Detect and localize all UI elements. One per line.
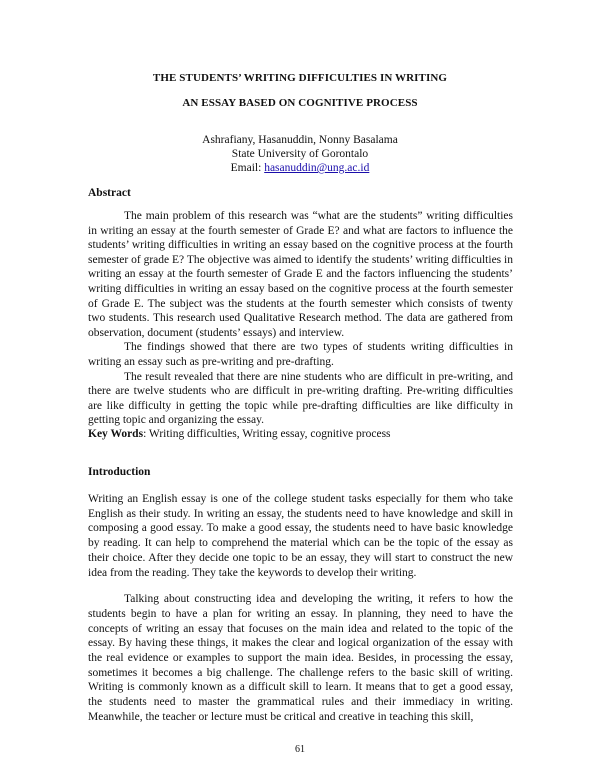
- email-label: Email:: [230, 162, 265, 174]
- introduction-body: [88, 492, 513, 725]
- paper-title-line-1: THE STUDENTS’ WRITING DIFFICULTIES IN WRITING: [152, 72, 448, 84]
- introduction-paragraph: Talking about constructing idea and developing the writing, it refers to how the students begin to have a plan for writing an essay. In planning, they need to have the concepts of writing an essay that focuses on the main idea and related to the topic of the essay. By having these things, it makes the clear and logical organization of the essay with the real evidence or examples to support the main idea. Besides, in processing the essay, sometimes it becomes a big challenge. The challenge refers to the basic skill of writing. Writing is commonly known as a difficult skill to learn. It means that to get a good essay, the students need to master the grammatical rules and their immediacy in writing. Meanwhile, the teacher or lecture must be critical and creative in teaching this skill,: [88, 593, 513, 723]
- author-names: Ashrafiany, Hasanuddin, Nonny Basalama: [202, 134, 398, 146]
- abstract-body: [88, 209, 513, 428]
- paper-title-line-2: AN ESSAY BASED ON COGNITIVE PROCESS: [182, 97, 418, 109]
- author-affiliation: State University of Gorontalo: [231, 148, 369, 160]
- keywords-text: : Writing difficulties, Writing essay, cognitive process: [143, 428, 391, 440]
- introduction-paragraph: Writing an English essay is one of the college student tasks especially for them who take English as their study. In writing an essay, the students need to have knowledge and skill in composing a good essay. To make a good essay, the students need to have basic knowledge by reading. It can help to comprehend the material which can be the topic of the essay as their choice. After they decide one topic to be an essay, they will start to construct the new idea from the reading. They take the keywords to develop their writing.: [88, 493, 513, 579]
- abstract-heading: Abstract: [88, 187, 131, 199]
- keywords-label: Key Words: [88, 428, 144, 440]
- abstract-paragraph: The main problem of this research was “what are the students” writing difficulties in writing an essay at the fourth semester of Grade E? and what are factors to influence the students’ writing difficulties in writing an essay based on the cognitive process at the fourth semester of grade E? The objective was aimed to identify the students’ writing difficulties in writing an essay at the fourth semester of Grade E and the factors influencing the students’ writing difficulties in writing an essay based on the cognitive process at the fourth semester of Grade E. The subject was the students at the fourth semester which consists of twenty two students. This research used Qualitative Research method. The data are gathered from observation, document (students’ essays) and interview.: [88, 210, 513, 339]
- abstract-paragraph: The result revealed that there are nine students who are difficult in pre-writing, and there are twelve students who are difficult in pre-writing drafting. Pre-writing difficulties are like difficulty in getting the topic while pre-drafting difficulties are like difficulty in getting topic and organizing the essay.: [88, 370, 513, 427]
- introduction-heading: Introduction: [88, 466, 151, 478]
- page-number: 61: [295, 744, 305, 755]
- author-email-line: [0, 161, 600, 176]
- keywords-line: [88, 427, 513, 442]
- email-link[interactable]: hasanuddin@ung.ac.id: [264, 162, 370, 174]
- abstract-paragraph: The findings showed that there are two types of students writing difficulties in writing an essay such as pre-writing and pre-drafting.: [88, 341, 513, 368]
